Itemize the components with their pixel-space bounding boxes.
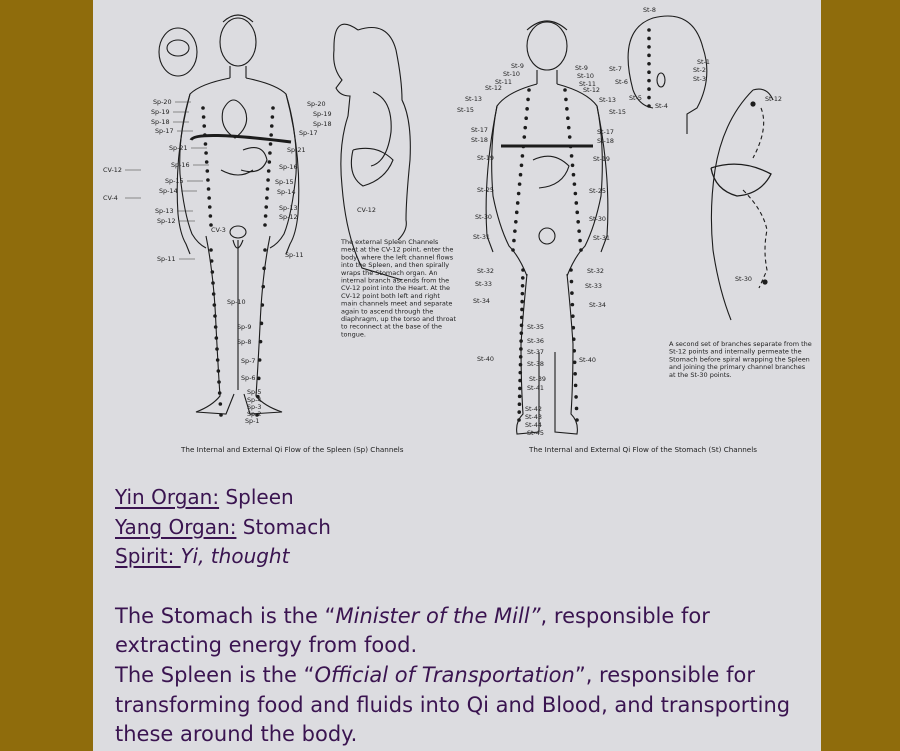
acupoint-dot (574, 201, 578, 205)
acupoint-dot (520, 316, 524, 320)
meridian-illustration (93, 0, 821, 470)
acupoint-dot (511, 248, 515, 252)
stomach-right-point-label: St-25 (589, 187, 607, 195)
acupoint-dot (524, 116, 528, 120)
spirit-value: Yi, thought (180, 544, 290, 568)
acupoint-dot (263, 248, 267, 252)
stomach-right-point-label: St-31 (593, 234, 611, 242)
acupoint-dot (519, 347, 523, 351)
acupoint-dot (517, 418, 521, 422)
stomach-leg-point-label: St-37 (527, 348, 545, 356)
spleen-left-point-label: Sp-18 (151, 118, 170, 126)
acupoint-dot (216, 358, 220, 362)
acupoint-dot (269, 133, 273, 137)
stomach-leg-point-label: St-43 (525, 413, 543, 421)
side-point-label: St-12 (765, 95, 783, 103)
acupoint-dot (572, 337, 576, 341)
acupoint-dot (271, 106, 275, 110)
acupoint-dot (567, 126, 571, 130)
acupoint-dot (574, 395, 578, 399)
acupoint-dot (516, 201, 520, 205)
acupoint-dot (259, 340, 263, 344)
spleen-note-line: The external Spleen Channels (341, 238, 439, 246)
spleen-right-point-label: CV-3 (211, 226, 226, 234)
spleen-note-line: into the Spleen, and then spirally (341, 261, 450, 270)
stomach-left-point-label: St-34 (473, 297, 491, 305)
spleen-right-point-label: CV-12 (357, 206, 376, 214)
acupoint-dot (647, 54, 651, 58)
spleen-left-point-label: Sp-20 (153, 98, 172, 106)
acupoint-dot (566, 116, 570, 120)
content-page (93, 0, 821, 751)
acupoint-dot (215, 347, 219, 351)
acupoint-dot (520, 163, 524, 167)
spleen-left-point-label: Sp-4 (247, 396, 262, 404)
stomach-left-point-label: St-33 (475, 280, 493, 288)
head-point-label: St-6 (615, 78, 628, 86)
acupoint-dot (217, 369, 221, 373)
head-point-label: St-2 (693, 66, 706, 74)
acupoint-dot (270, 124, 274, 128)
spleen-note-line: internal branch ascends from the (341, 276, 450, 285)
acupoint-dot (647, 28, 651, 32)
acupoint-dot (525, 107, 529, 111)
yang-organ-line (115, 513, 805, 543)
acupoint-dot (565, 107, 569, 111)
spleen-title: Official of Transportation (314, 662, 575, 687)
stomach-right-point-label: St-40 (579, 356, 597, 364)
spirit-link[interactable]: Spirit: (115, 544, 181, 568)
stomach-note-line: A second set of branches separate from the (669, 340, 812, 348)
acupoint-dot (762, 279, 767, 284)
stomach-right-point-label: St-15 (609, 108, 627, 116)
acupoint-dot (519, 355, 523, 359)
acupoint-dot (576, 220, 580, 224)
acupoint-dot (219, 402, 223, 406)
acupoint-dot (207, 187, 211, 191)
description-paragraph (115, 602, 805, 751)
acupoint-dot (262, 267, 266, 271)
spleen-note-line: again to ascend through the (341, 307, 434, 316)
stomach-right-point-label: St-32 (587, 267, 605, 275)
acupoint-dot (261, 303, 265, 307)
stomach-right-point-label: St-13 (599, 96, 617, 104)
head-point-label: St-7 (609, 65, 622, 73)
acupoint-dot (564, 98, 568, 102)
acupoint-dot (267, 169, 271, 173)
acupoint-dot (263, 223, 267, 227)
acupoint-dot (647, 104, 651, 108)
acupoint-dot (518, 371, 522, 375)
acupoint-dot (518, 402, 522, 406)
spleen-left-point-label: Sp-3 (247, 403, 262, 411)
acupoint-dot (257, 377, 261, 381)
head-point-label: St-1 (697, 58, 710, 66)
stomach-left-point-label: St-17 (471, 126, 489, 134)
stomach-leg-point-label: St-35 (527, 323, 545, 331)
acupoint-dot (202, 115, 206, 119)
acupoint-dot (520, 331, 524, 335)
acupoint-dot (266, 187, 270, 191)
acupoint-dot (579, 248, 583, 252)
yin-organ-value: Spleen (219, 485, 294, 509)
spleen-note-line: CV-12 point both left and right (341, 291, 440, 300)
side-point-label: St-30 (735, 275, 753, 283)
acupoint-dot (206, 169, 210, 173)
spleen-left-point-label: Sp-21 (169, 144, 188, 152)
yin-organ-link[interactable]: Yin Organ: (115, 485, 220, 509)
acupoint-dot (647, 62, 651, 66)
acupoint-dot (203, 133, 207, 137)
acupoint-dot (268, 151, 272, 155)
spleen-left-point-label: Sp-14 (159, 187, 178, 195)
yang-organ-value: Stomach (236, 514, 331, 539)
stomach-leg-point-label: St-41 (527, 384, 545, 392)
spleen-note-line: diaphragm, up the torso and throat (341, 315, 457, 323)
spleen-left-point-label: Sp-13 (155, 207, 174, 215)
acupoint-dot (214, 325, 218, 329)
spleen-right-point-label: Sp-16 (279, 163, 298, 171)
acupoint-dot (269, 142, 273, 146)
spleen-left-point-label: CV-4 (103, 194, 118, 202)
yang-organ-link[interactable]: Yang Organ: (115, 514, 237, 539)
acupoint-dot (523, 126, 527, 130)
stomach-left-point-label: St-10 (503, 70, 521, 78)
acupoint-dot (571, 314, 575, 318)
spirit-line (115, 542, 805, 572)
acupoint-dot (517, 410, 521, 414)
acupoint-dot (217, 380, 221, 384)
spleen-left-point-label: Sp-16 (171, 161, 190, 169)
spleen-note-line: tongue. (341, 330, 366, 339)
acupoint-dot (522, 135, 526, 139)
acupoint-dot (211, 270, 215, 274)
acupoint-dot (213, 314, 217, 318)
acupoint-dot (647, 87, 651, 91)
acupoint-dot (578, 239, 582, 243)
stomach-left-point-label: St-32 (477, 267, 495, 275)
acupoint-dot (519, 339, 523, 343)
acupoint-dot (515, 211, 519, 215)
stomach-desc-start: The Stomach is the “ (115, 603, 336, 628)
spleen-left-point-label: Sp-12 (157, 217, 176, 225)
spleen-note-line: CV-12 point into the Heart. At the (341, 284, 451, 293)
spleen-right-point-label: Sp-17 (299, 129, 318, 137)
spleen-left-point-label: Sp-15 (165, 177, 184, 185)
acupoint-dot (520, 308, 524, 312)
spleen-desc-start: The Spleen is the “ (115, 662, 315, 687)
spleen-right-point-label: Sp-18 (313, 120, 332, 128)
spleen-left-point-label: Sp-2 (247, 410, 262, 418)
stomach-note-line: Stomach before spiral wrapping the Spleen (669, 355, 810, 364)
acupoint-dot (514, 220, 518, 224)
spleen-right-point-label: Sp-15 (275, 178, 294, 186)
acupoint-dot (207, 196, 211, 200)
stomach-right-point-label: St-12 (583, 86, 601, 94)
spleen-figure-caption: The Internal and External Qi Flow of the Spleen (Sp) Channels (181, 445, 404, 454)
spleen-right-point-label: Sp-14 (277, 188, 296, 196)
acupoint-dot (520, 300, 524, 304)
acupoint-dot (218, 391, 222, 395)
acupoint-dot (568, 135, 572, 139)
acupoint-dot (261, 285, 265, 289)
acupoint-dot (517, 192, 521, 196)
spleen-left-point-label: Sp-6 (241, 374, 256, 382)
acupoint-dot (215, 336, 219, 340)
spleen-left-point-label: Sp-10 (227, 298, 246, 306)
acupoint-dot (526, 98, 530, 102)
acupoint-dot (521, 154, 525, 158)
spleen-note-line: wraps the Stomach organ. An (341, 268, 438, 277)
stomach-left-point-label: St-40 (477, 355, 495, 363)
acupoint-dot (750, 101, 755, 106)
acupoint-dot (572, 326, 576, 330)
meridian-diagram (93, 0, 821, 470)
stomach-right-point-label: St-18 (597, 137, 615, 145)
spleen-left-point-label: Sp-9 (237, 323, 252, 331)
acupoint-dot (213, 303, 217, 307)
acupoint-dot (518, 395, 522, 399)
head-point-label: St-4 (655, 102, 668, 110)
acupoint-dot (572, 349, 576, 353)
stomach-right-point-label: St-10 (577, 72, 595, 80)
acupoint-dot (575, 211, 579, 215)
spleen-left-point-label: CV-12 (103, 166, 122, 174)
stomach-right-point-label: St-30 (589, 215, 607, 223)
stomach-left-point-label: St-13 (465, 95, 483, 103)
acupoint-dot (205, 160, 209, 164)
spleen-right-point-label: Sp-19 (313, 110, 332, 118)
yin-organ-line (115, 483, 805, 513)
acupoint-dot (206, 178, 210, 182)
spleen-note-line: body, where the left channel flows (341, 253, 454, 262)
stomach-note-line: St-12 points and internally permeate the (669, 347, 802, 356)
spleen-left-point-label: Sp-11 (157, 255, 176, 263)
stomach-left-point-label: St-30 (475, 213, 493, 221)
acupoint-dot (521, 292, 525, 296)
stomach-left-point-label: St-11 (495, 78, 513, 86)
spleen-left-point-label: Sp-7 (241, 357, 256, 365)
text-content (115, 483, 805, 750)
stomach-right-point-label: St-11 (579, 80, 597, 88)
stomach-leg-point-label: St-38 (527, 360, 545, 368)
acupoint-dot (569, 268, 573, 272)
acupoint-dot (519, 363, 523, 367)
acupoint-dot (208, 205, 212, 209)
acupoint-dot (201, 106, 205, 110)
acupoint-dot (519, 173, 523, 177)
spleen-right-point-label: Sp-11 (285, 251, 304, 259)
acupoint-dot (569, 145, 573, 149)
spleen-left-point-label: Sp-1 (245, 417, 260, 425)
stomach-right-point-label: St-33 (585, 282, 603, 290)
acupoint-dot (573, 182, 577, 186)
spleen-right-point-label: Sp-21 (287, 146, 306, 154)
stomach-leg-point-label: St-45 (527, 429, 545, 437)
acupoint-dot (647, 70, 651, 74)
acupoint-dot (204, 142, 208, 146)
acupoint-dot (570, 154, 574, 158)
acupoint-dot (209, 214, 213, 218)
acupoint-dot (521, 276, 525, 280)
acupoint-dot (570, 280, 574, 284)
acupoint-dot (518, 182, 522, 186)
acupoint-dot (512, 239, 516, 243)
stomach-leg-point-label: St-44 (525, 421, 543, 429)
acupoint-dot (571, 303, 575, 307)
acupoint-dot (518, 379, 522, 383)
stomach-left-point-label: St-31 (473, 233, 491, 241)
spleen-left-point-label: Sp-19 (151, 108, 170, 116)
acupoint-dot (219, 413, 223, 417)
acupoint-dot (513, 229, 517, 233)
stomach-desc-end: , responsible for extracting energy from food. (115, 603, 710, 658)
spleen-note-line: to reconnect at the base of the (341, 322, 442, 331)
acupoint-dot (572, 173, 576, 177)
spleen-right-point-label: Sp-20 (307, 100, 326, 108)
stomach-left-point-label: St-15 (457, 106, 475, 114)
head-point-label: St-8 (643, 6, 656, 14)
acupoint-dot (265, 196, 269, 200)
acupoint-dot (574, 192, 578, 196)
acupoint-dot (570, 291, 574, 295)
spleen-note-line: meet at the CV-12 point, enter the (341, 245, 454, 254)
acupoint-dot (264, 205, 268, 209)
acupoint-dot (209, 248, 213, 252)
spleen-right-point-label: Sp-13 (279, 204, 298, 212)
acupoint-dot (647, 96, 651, 100)
stomach-right-point-label: St-19 (593, 155, 611, 163)
stomach-figure-caption: The Internal and External Qi Flow of the Stomach (St) Channels (529, 445, 757, 454)
acupoint-dot (575, 418, 579, 422)
stomach-leg-point-label: St-36 (527, 337, 545, 345)
acupoint-dot (563, 88, 567, 92)
acupoint-dot (647, 37, 651, 41)
acupoint-dot (264, 214, 268, 218)
acupoint-dot (271, 115, 275, 119)
stomach-left-point-label: St-25 (477, 186, 495, 194)
acupoint-dot (518, 387, 522, 391)
spleen-left-point-label: Sp-8 (237, 338, 252, 346)
acupoint-dot (647, 79, 651, 83)
acupoint-dot (258, 358, 262, 362)
spleen-note-line: main channels meet and separate (341, 299, 453, 308)
stomach-left-point-label: St-18 (471, 136, 489, 144)
acupoint-dot (647, 45, 651, 49)
acupoint-dot (571, 163, 575, 167)
spleen-left-point-label: Sp-17 (155, 127, 174, 135)
head-point-label: St-5 (629, 94, 642, 102)
acupoint-dot (575, 407, 579, 411)
spleen-desc-end: ”, responsible for transforming food and fluids into Qi and Blood, and transporting these around the body. (115, 662, 791, 747)
stomach-leg-point-label: St-39 (529, 375, 547, 383)
acupoint-dot (268, 160, 272, 164)
spleen-right-point-label: Sp-12 (279, 213, 298, 221)
stomach-note-line: at the St-30 points. (669, 370, 732, 379)
acupoint-dot (521, 268, 525, 272)
spleen-left-point-label: Sp-5 (247, 388, 262, 396)
acupoint-dot (574, 384, 578, 388)
stomach-right-point-label: St-17 (597, 128, 615, 136)
stomach-left-point-label: St-12 (485, 84, 503, 92)
acupoint-dot (521, 284, 525, 288)
acupoint-dot (520, 323, 524, 327)
acupoint-dot (522, 145, 526, 149)
stomach-left-point-label: St-19 (477, 154, 495, 162)
acupoint-dot (577, 229, 581, 233)
acupoint-dot (202, 124, 206, 128)
stomach-right-point-label: St-9 (575, 64, 588, 72)
stomach-title: Minister of the Mill” (335, 603, 541, 628)
acupoint-dot (260, 322, 264, 326)
stomach-leg-point-label: St-42 (525, 405, 543, 413)
acupoint-dot (573, 372, 577, 376)
stomach-left-point-label: St-9 (511, 62, 524, 70)
acupoint-dot (211, 281, 215, 285)
stomach-side-figure (711, 89, 773, 320)
head-point-label: St-3 (693, 75, 706, 83)
acupoint-dot (212, 292, 216, 296)
stomach-note-line: and joining the primary channel branches (669, 363, 806, 372)
acupoint-dot (204, 151, 208, 155)
acupoint-dot (573, 361, 577, 365)
acupoint-dot (210, 259, 214, 263)
acupoint-dot (527, 88, 531, 92)
acupoint-dot (266, 178, 270, 182)
stomach-right-point-label: St-34 (589, 301, 607, 309)
